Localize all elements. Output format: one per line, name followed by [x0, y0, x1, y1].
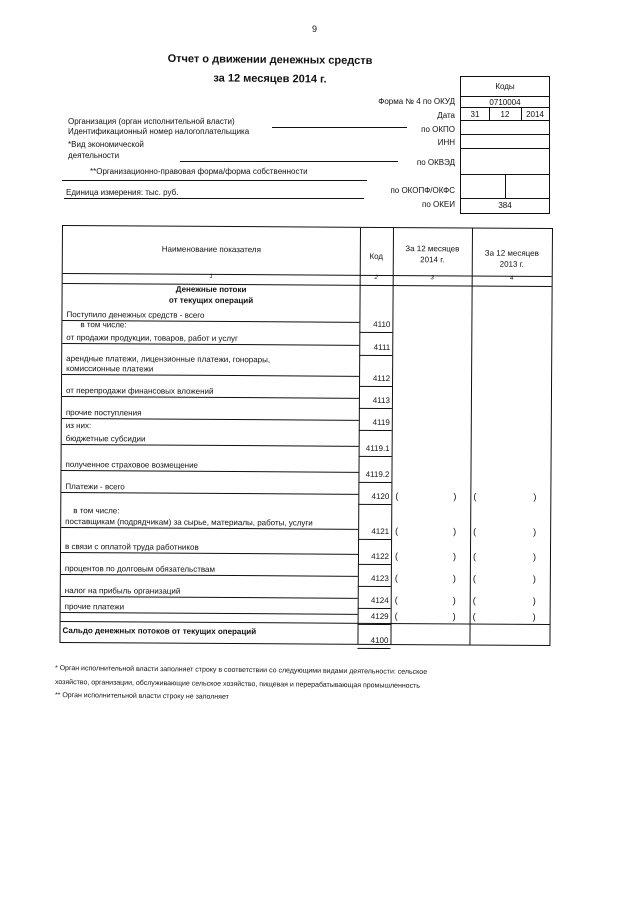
table-row-label: в том числе:: [80, 320, 127, 330]
row-underline: [61, 527, 358, 530]
paren-open: (: [394, 573, 398, 584]
row-underline: [61, 492, 358, 495]
paren-open: (: [472, 611, 476, 622]
row-underline: [61, 470, 358, 473]
table-row-code: 4119: [372, 417, 390, 428]
table-row-code: 4123: [371, 573, 389, 584]
date-year: 2014: [526, 110, 544, 119]
okei-code: 384: [498, 201, 512, 210]
okopf-cell: [461, 175, 549, 199]
codes-box: [460, 76, 550, 214]
paren-close: ): [452, 551, 457, 562]
paren-close: ): [452, 611, 456, 622]
paren-close: ): [453, 526, 457, 537]
table-row-label: Платежи - всего: [65, 482, 125, 492]
table-row-label: бюджетные субсидии: [65, 434, 146, 444]
table-row-label: от продажи продукции, товаров, работ и услуг: [66, 333, 238, 344]
codes-header: Коды: [461, 77, 549, 97]
table-row-code: 4119.1: [365, 443, 390, 454]
activity-label-1: *Вид экономической: [68, 140, 144, 149]
row-underline: [62, 418, 359, 421]
paren-open: (: [473, 526, 477, 537]
column-number: 2: [374, 274, 378, 281]
table-row-code: 4100: [370, 635, 389, 646]
cash-flow-table: [59, 225, 553, 646]
code-row-line: [358, 539, 391, 540]
table-row-label: налог на прибыль организаций: [64, 586, 181, 596]
code-row-line: [358, 586, 391, 587]
table-row-label: в том числе:: [73, 506, 120, 516]
table-row-label: поставщикам (подрядчикам) за сырье, материалы, работы, услуги: [65, 517, 313, 528]
table-row-code: 4112: [372, 373, 391, 384]
code-row-line: [359, 332, 392, 333]
column-number: 4: [509, 275, 514, 282]
paren-open: (: [394, 595, 398, 606]
okpo-cell: [461, 121, 549, 135]
date-month: 12: [500, 110, 510, 119]
form-label: Форма № 4 по ОКУД: [378, 97, 455, 106]
date-row: [461, 108, 549, 121]
code-row-line: [359, 355, 392, 356]
okpo-label: по ОКПО: [421, 125, 455, 134]
unit-label: Единица измерения: тыс. руб.: [66, 188, 179, 197]
okved-cell: [461, 149, 549, 175]
report-title: Отчет о движении денежных средств: [167, 52, 373, 68]
table-row-code: 4113: [372, 395, 390, 406]
row-underline: [62, 396, 359, 399]
row-underline: [62, 343, 359, 346]
paren-close: ): [532, 551, 537, 562]
paren-close: ): [533, 526, 537, 537]
table-row-label: прочие платежи: [64, 602, 125, 612]
row-underline: [61, 552, 358, 555]
header-previous-1: За 12 месяцев: [484, 248, 539, 258]
okud-code: 0710004: [461, 97, 549, 108]
table-row-label: прочие поступления: [65, 408, 142, 418]
activity-label-2: деятельности: [68, 151, 120, 160]
row-underline: [61, 596, 358, 599]
report-period: за 12 месяцев 2014 г.: [213, 72, 327, 86]
section-title-2: от текущих операций: [168, 295, 254, 306]
row-underline: [61, 612, 358, 615]
table-row-code: 4121: [371, 526, 390, 537]
table-row-code: 4110: [373, 319, 391, 330]
code-row-line: [359, 456, 392, 457]
code-row-line: [358, 482, 391, 483]
column-number: 1: [209, 273, 213, 280]
organization-label: Организация (орган исполнительной власти): [68, 117, 235, 126]
table-row-label: арендные платежи, лицензионные платежи, гонорары,: [66, 354, 271, 365]
paren-open: (: [394, 551, 399, 562]
inn-cell: [461, 135, 549, 149]
section-title-1: Денежные потоки: [175, 284, 247, 295]
table-row-label: комиссионные платежи: [66, 364, 154, 374]
table-row-code: 4111: [373, 342, 391, 353]
footnote-1: * Орган исполнительной власти заполняет строку в соответствии со следующими видами деятельности: сельское: [54, 665, 428, 676]
paren-close: ): [453, 491, 457, 502]
header-current-1: За 12 месяцев: [405, 244, 460, 254]
paren-close: ): [532, 611, 536, 622]
table-row-label: Сальдо денежных потоков от текущих операций: [62, 626, 257, 637]
table-row-label: в связи с оплатой труда работников: [65, 542, 199, 552]
table-row-code: 4119.2: [365, 469, 390, 480]
table-row-label: Поступило денежных средств - всего: [66, 310, 205, 320]
code-row-line: [359, 386, 392, 387]
total-separator: [61, 621, 550, 625]
ownership-label: **Организационно-правовая форма/форма собственности: [90, 167, 308, 176]
paren-close: ): [452, 573, 456, 584]
table-row-code: 4124: [370, 595, 389, 606]
header-current-2: 2014 г.: [420, 255, 445, 265]
unit-underline: [64, 198, 364, 199]
code-row-line: [357, 648, 390, 649]
okopf-label: по ОКОПФ/ОКФС: [390, 186, 455, 195]
code-row-line: [358, 504, 391, 505]
header-name: Наименование показателя: [161, 244, 261, 255]
code-row-line: [358, 608, 391, 609]
row-underline: [61, 574, 358, 577]
paren-close: ): [532, 595, 536, 606]
header-previous-2: 2013 г.: [499, 259, 524, 269]
date-label: Дата: [437, 111, 455, 120]
footnote-3: ** Орган исполнительной власти строку не заполняет: [54, 692, 229, 701]
paren-open: (: [473, 491, 477, 502]
paren-open: (: [472, 551, 477, 562]
okei-label: по ОКЕИ: [422, 200, 455, 209]
row-underline: [62, 374, 359, 377]
header-code: Код: [369, 251, 384, 261]
date-day: 31: [470, 110, 480, 119]
inn-id-label: Идентификационный номер налогоплательщика: [68, 127, 250, 136]
code-row-line: [359, 430, 392, 431]
paren-open: (: [472, 595, 476, 606]
code-row-line: [359, 408, 392, 409]
table-row-code: 4120: [371, 491, 390, 502]
activity-underline: [180, 161, 398, 162]
page-number: 9: [312, 24, 318, 34]
paren-close: ): [532, 573, 536, 584]
footnote-2: хозяйство, организации, обслуживающие сельское хозяйство, пищевая и перерабатывающая промышленность: [54, 679, 420, 690]
table-row-label: процентов по долговым обязательствам: [64, 564, 216, 574]
ownership-underline: [62, 180, 367, 181]
paren-open: (: [394, 611, 398, 622]
paren-close: ): [452, 595, 456, 606]
inn-label: ИНН: [437, 138, 455, 147]
okved-label: по ОКВЭД: [416, 158, 455, 167]
table-row-code: 4122: [371, 551, 390, 562]
column-number: 3: [430, 275, 434, 282]
paren-close: ): [533, 491, 537, 502]
paren-open: (: [395, 491, 399, 502]
table-row-label: из них:: [65, 421, 92, 431]
paren-open: (: [472, 573, 476, 584]
table-row-label: от перепродажи финансовых вложений: [65, 386, 214, 396]
row-underline: [62, 444, 359, 447]
code-row-line: [358, 564, 391, 565]
table-row-label: полученное страховое возмещение: [65, 460, 199, 470]
paren-open: (: [395, 526, 399, 537]
table-row-code: 4129: [370, 611, 389, 622]
